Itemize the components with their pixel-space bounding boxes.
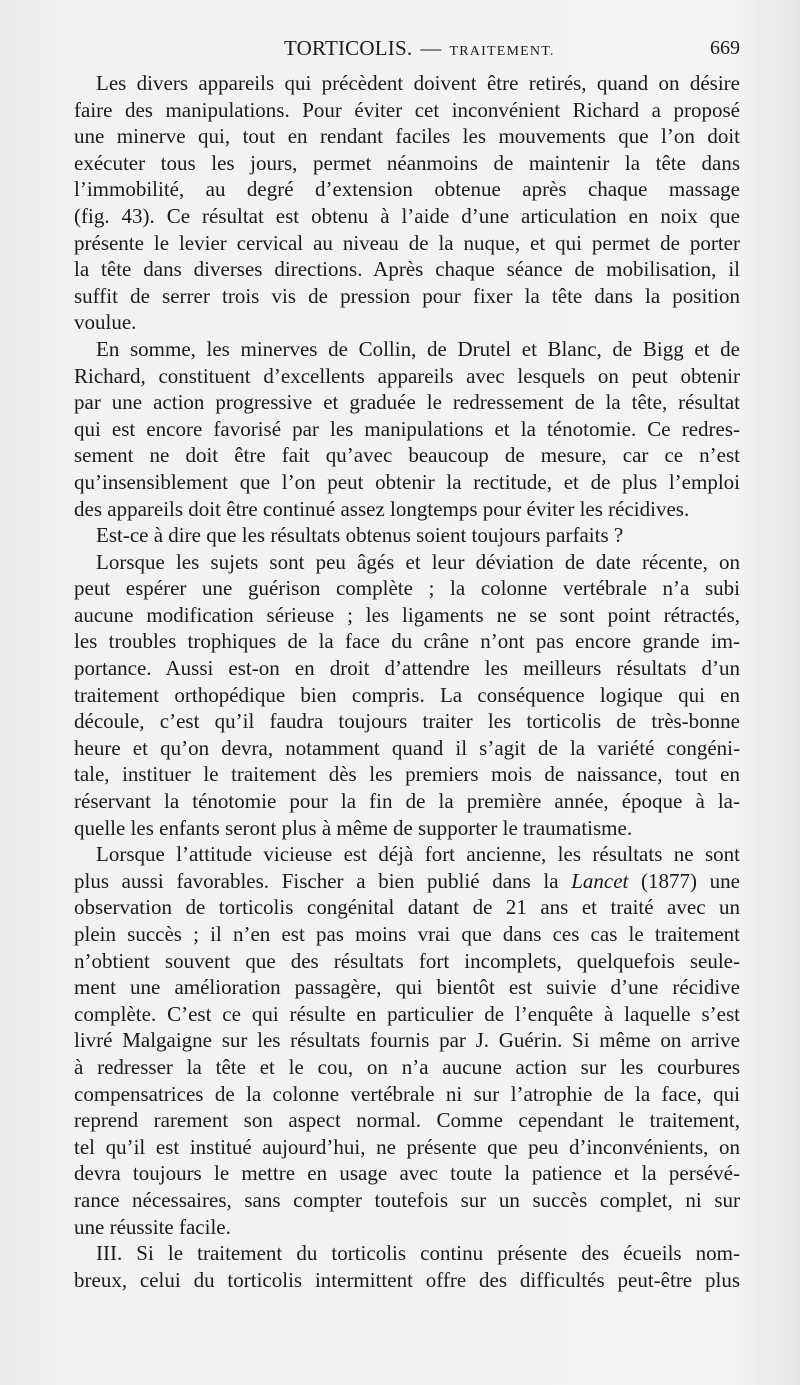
- text-line: Lorsque les sujets sont peu âgés et leur déviation de date récente, on: [96, 549, 740, 574]
- text-line: des appareils doit être continué assez longtemps pour éviter les récidives.: [74, 496, 690, 521]
- text-line: la tête dans diverses directions. Après chaque séance de mobilisation, il: [74, 257, 740, 282]
- text-line: (fig. 43). Ce résultat est obtenu à l’aide d’une articulation en noix que: [74, 203, 740, 228]
- text-line: III. Si le traitement du torticolis continu présente des écueils nom-: [96, 1241, 740, 1266]
- text-segment: plus aussi favorables. Fischer a bien publié dans la: [74, 868, 572, 893]
- text-line: suffit de serrer trois vis de pression pour fixer la tête dans la position: [74, 283, 740, 308]
- text-line: rance nécessaires, sans compter toutefois sur un succès complet, ni sur: [74, 1187, 740, 1212]
- text-line: à redresser la tête et le cou, on n’a aucune action sur les courbures: [74, 1054, 740, 1079]
- text-line: traitement orthopédique bien compris. La conséquence logique qui en: [74, 682, 740, 707]
- text-line: sement ne doit être fait qu’avec beaucoup de mesure, car ce n’est: [74, 443, 740, 468]
- text-line: observation de torticolis congénital datant de 21 ans et traité avec un: [74, 895, 740, 920]
- text-line: tel qu’il est institué aujourd’hui, ne présente que peu d’inconvénients, on: [74, 1134, 740, 1159]
- text-line: breux, celui du torticolis intermittent offre des difficultés peut-être plus: [74, 1267, 740, 1292]
- body-text: [74, 70, 740, 1370]
- title-dash: —: [420, 36, 442, 60]
- text-line: devra toujours le mettre en usage avec toute la patience et la persévé-: [74, 1161, 740, 1186]
- text-line: Est-ce à dire que les résultats obtenus soient toujours parfaits ?: [96, 523, 624, 548]
- text-line: qui est encore favorisé par les manipulations et la ténotomie. Ce redres-: [74, 416, 740, 441]
- text-line: une minerve qui, tout en rendant faciles les mouvements que l’on doit: [74, 124, 740, 149]
- text-line: présente le levier cervical au niveau de la nuque, et qui permet de porter: [74, 230, 740, 255]
- text-line: reprend rarement son aspect normal. Comme cependant le traitement,: [74, 1108, 740, 1133]
- text-line: quelle les enfants seront plus à même de supporter le traumatisme.: [74, 815, 633, 840]
- text-line: une réussite facile.: [74, 1214, 231, 1239]
- text-line: aucune modification sérieuse ; les ligaments ne se sont point rétractés,: [74, 602, 740, 627]
- text-line: réservant la ténotomie pour la fin de la première année, époque à la-: [74, 789, 740, 814]
- text-line: ment une amélioration passagère, qui bientôt est suivie d’une récidive: [74, 975, 740, 1000]
- text-line: complète. C’est ce qui résulte en particulier de l’enquête à laquelle s’est: [74, 1001, 740, 1026]
- text-line: En somme, les minerves de Collin, de Drutel et Blanc, de Bigg et de: [96, 336, 740, 361]
- text-line: portance. Aussi est-on en droit d’attendre les meilleurs résultats d’un: [74, 656, 740, 681]
- running-head: [74, 34, 740, 62]
- text-line: livré Malgaigne sur les résultats fournis par J. Guérin. Si même on arrive: [74, 1028, 740, 1053]
- journal-title: Lancet: [571, 868, 629, 893]
- text-line: tale, instituer le traitement dès les premiers mois de naissance, tout en: [74, 762, 740, 787]
- text-line: les troubles trophiques de la face du crâne n’ont pas encore grande im-: [74, 629, 740, 654]
- text-line: compensatrices de la colonne vertébrale ni sur l’atrophie de la face, qui: [74, 1081, 740, 1106]
- section-title: TRAITEMENT.: [449, 44, 555, 59]
- text-line: Les divers appareils qui précèdent doivent être retirés, quand on désire: [96, 71, 740, 95]
- text-line: heure et qu’on devra, notamment quand il s’agit de la variété congéni-: [74, 735, 740, 760]
- text-line: faire des manipulations. Pour éviter cet inconvénient Richard a proposé: [74, 97, 740, 122]
- text-line: plein succès ; il n’en est pas moins vrai que dans ces cas le traitement: [74, 922, 740, 946]
- text-line: découle, c’est qu’il faudra toujours traiter les torticolis de très-bonne: [74, 709, 740, 734]
- text-line: peut espérer une guérison complète ; la colonne vertébrale n’a subi: [74, 576, 740, 601]
- page-number: 669: [710, 37, 740, 59]
- text-line: Richard, constituent d’excellents appareils avec lesquels on peut obtenir: [74, 363, 740, 388]
- chapter-title: TORTICOLIS.: [284, 36, 413, 60]
- text-line: voulue.: [74, 310, 137, 335]
- text-line: par une action progressive et graduée le redressement de la tête, résultat: [74, 390, 740, 415]
- text-line: Lorsque l’attitude vicieuse est déjà fort ancienne, les résultats ne sont: [96, 842, 740, 867]
- text-line: [74, 868, 740, 895]
- text-line: n’obtient souvent que des résultats fort incomplets, quelquefois seule-: [74, 948, 740, 973]
- text-line: l’immobilité, au degré d’extension obtenue après chaque massage: [74, 177, 740, 202]
- running-title: [284, 34, 555, 66]
- text-line: exécuter tous les jours, permet néanmoins de maintenir la tête dans: [74, 150, 740, 175]
- text-segment: (1877) une: [628, 868, 740, 893]
- text-line: qu’insensiblement que l’on peut obtenir la rectitude, et de plus l’emploi: [74, 469, 740, 494]
